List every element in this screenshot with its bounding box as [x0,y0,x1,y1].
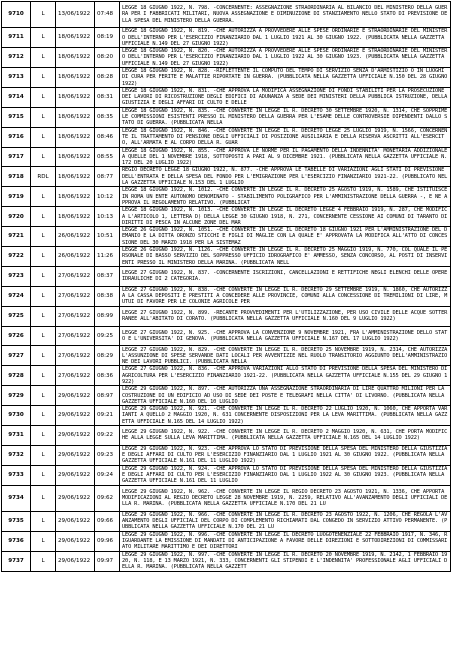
act-type-cell: L [31,286,56,306]
record-number-cell: 9727 [2,346,31,366]
record-number-cell: 9737 [2,551,31,571]
act-description-cell: LEGGE 29 GIUGNO 1922, N. 996. -CHE CONVERTE IN LEGGE IL DECRETO LUOGOTENENZIALE 22 FEBBRAIO 1917, N. 346, RIGUARDANTE LA EMISSIONE DI MANDATI DI ANTICIPAZIONE A FAVORE DELLE DIREZIONI E SOTTODIREZIONI DI COMMISSARIATO MILITARE MARITTIMO E DEI DIRETTORI [120,531,451,551]
record-number-cell: 9710 [2,2,31,28]
table-row [2,87,451,107]
act-description-cell: LEGGE 18 GIUGNO 1922, N. 835. -CHE CONVERTE IN LEGGE IL R. DECRETO 30 SETTEMBRE 1920, N. 1314, CHE SOPPRIME LE COMMISSIONI ESISTENTI PRESSO IL MINISTERO DELLA GUERRA PER L'ESAME DELLE CONTROVERSIE DIPENDENTI DALLO STATO DI GUERRA. (PUBBLICATA NELLA [120,107,451,127]
act-code-cell: 07:48 [95,2,120,28]
act-description-cell: REGIO DECRETO LEGGE 18 GIUGNO 1922, N. 877. -CHE APPROVA LE TABELLE DI VARIAZIONI AGLI STATI DI PREVISIONE DELL'ENTRATA E DELLA SPESA DEL FONDO PER L'EMIGRAZIONE PER L'ESERCIZIO FINANZIARIO 1921-22. (PUBBLICATO NELLA GAZZETTA UFFICIALE N.153 DEL 1 LUGLIO [120,167,451,187]
act-description-cell: LEGGE 29 GIUGNO 1922, N. 924. -CHE APPROVA LO STATO DI PREVISIONE DELLA SPESA DEL MINISTERO DELLA GIUSTIZIA E DEGLI AFFARI DI CULTO PER L'ESERCIZIO FINANZIARIO DAL 1 LUGLIO 1922 AL 30 GIUGNO 1923. (PUBBLICATA NELLA GAZZETTA UFFICIALE N.161 DEL 11 LUGLIO [120,465,451,485]
act-description-cell: LEGGE 18 GIUGNO 1922, N. 1012. -CHE CONVERTE IN LEGGE IL R. DECRETO 25 AGOSTO 1919, N. 1589, CHE ISTITUISCE IN ROMA UN ENTE AUTONOMO DENOMINATO - STABILIMENTO POLIGRAFICO PER L'AMMINISTRAZIONE DELLA GUERRA -, E NE APPROVA IL REGOLAMENTO RELATIVO. (PUBBLICAT [120,187,451,207]
act-code-cell: 09:25 [95,326,120,346]
act-description-cell: LEGGE 26 GIUGNO 1922, N. 1051. -CHE CONVERTE IN LEGGE IL DECRETO 18 GIUGNO 1921 PER L'AMMINISTRAZIONE DEL DEMANIO E LA DITTA ORONZO STICCHI E FIGLI DI MAGLIE CON LA QUALE E' APPROVATA LA MODIFICA ALL'ATTO DI CONCESSIONE DEL 30 MARZO 1918 PER LA SISTEMAZ [120,227,451,247]
act-code-cell: 08:19 [95,28,120,48]
act-type-cell: L [31,246,56,266]
record-number-cell: 9723 [2,266,31,286]
record-number-cell: 9724 [2,286,31,306]
act-description-cell: LEGGE 29 GIUGNO 1922, N. 897. -CHE AUTORIZZA UNA ASSEGNAZIONE STRAORDINARIA DI LIRE QUATTRO MILIONI PER LA COSTRUZIONE DI UN EDIFICIO AD USO DI SEDE DEI POSTE E TELEGRAFI NELLA CITTA' DI LIVORNO. (PUBBLICATA NELLA GAZZETTA UFFICIALE N.160 DEL 10 LUGLIO [120,386,451,406]
act-description-cell: LEGGE 27 GIUGNO 1922, N. 838. -CHE CONVERTE IN LEGGE IL R. DECRETO 29 SETTEMBRE 1919, N. 1860, CHE AUTORIZZA LA CASSA DEPOSITI E PRESTITI A CONCEDERE ALLE PROVINCIE, COMUNI ALLA CONCESSIONE DI TREMILIONI DI LIRE, MUTUI DI FAVORE PER LE COLONIE AGRICOLE PER [120,286,451,306]
act-code-cell: 09:62 [95,485,120,511]
record-number-cell: 9725 [2,306,31,326]
act-description-cell: LEGGE 29 GIUGNO 1922, N. 922. -CHE CONVERTE IN LEGGE IL R. DECRETO 2 MAGGIO 1920, N. 631, CHE PORTA MODIFICHE ALLA LEGGE SULLA LEVA MARITTIMA. (PUBBLICATA NELLA GAZZETTA UFFICIALE N.165 DEL 14 LUGLIO 1922) [120,426,451,446]
act-code-cell: 09:66 [95,511,120,531]
act-description-cell: LEGGE 18 GIUGNO 1922, N. 820. -CHE AUTORIZZA A PROVVEDERE ALLE SPESE ORDINARIE E STRAORDINARIE DEL MINISTERO DELL'INTERNO PER L'ESERCIZIO FINANZIARIO DAL 1 LUGLIO 1922 AL 30 GIUGNO 1923. (PUBBLICATA NELLA GAZZETTA UFFICIALE N.149 DEL 27 GIUGNO 1922) [120,48,451,68]
table-row [2,48,451,68]
act-code-cell: 09:96 [95,531,120,551]
act-type-cell: L [31,426,56,446]
table-row [2,147,451,167]
act-date-cell: 18/06/1922 [56,48,95,68]
act-date-cell: 29/06/1922 [56,551,95,571]
act-date-cell: 18/06/1922 [56,87,95,107]
table-row [2,167,451,187]
act-code-cell: 08:99 [95,306,120,326]
act-code-cell: 09:24 [95,465,120,485]
act-code-cell: 08:38 [95,286,120,306]
act-type-cell: L [31,87,56,107]
record-number-cell: 9715 [2,107,31,127]
act-date-cell: 27/06/1922 [56,306,95,326]
act-date-cell: 18/06/1922 [56,28,95,48]
act-date-cell: 29/06/1922 [56,465,95,485]
table-row [2,127,451,147]
act-description-cell: LEGGE 18 GIUGNO 1922, N. 819. -CHE AUTORIZZA A PROVVEDERE ALLE SPESE ORDINARIE E STRAORDINARIE DEL MINISTERO DELL'INTERNO PER L'ESERCIZIO FINANZIARIO DAL 1 LUGLIO 1921 AL 30 GIUGNO 1922. (PUBBLICATA NELLA GAZZETTA UFFICIALE N.149 DEL 27 GIUGNO 1922) [120,28,451,48]
act-type-cell: L [31,366,56,386]
act-date-cell: 26/06/1922 [56,246,95,266]
act-description-cell: LEGGE 27 GIUGNO 1922, N. 837. -CONCERNENTE ISCRIZIONI, CANCELLAZIONI E RETTIFICHE NEGLI ELENCHI DELLE OPERE IDRAULICHE DI 2 CATEGORIA. [120,266,451,286]
table-row [2,227,451,247]
act-date-cell: 18/06/1922 [56,127,95,147]
record-number-cell: 9721 [2,227,31,247]
act-code-cell: 08:36 [95,366,120,386]
act-date-cell: 29/06/1922 [56,406,95,426]
act-code-cell: 08:28 [95,67,120,87]
act-description-cell: LEGGE 18 GIUGNO 1922, N. 846. -CHE CONVERTE IN LEGGE IL R. DECRETO LEGGE 25 LUGLIO 1919, N. 1566, CONCERNENTE IL TRATTAMENTO DI PENSIONE DEGLI UFFICIALI DI POSIZIONE AUSILIARIA E DELLA RISERVA ASCRITTI ALL'ESERCITO, ALL'ARMATA E AL CORPO DELLA R. GUAR [120,127,451,147]
record-number-cell: 9731 [2,426,31,446]
act-description-cell: LEGGE 18 GIUGNO 1922, N. 831. -CHE APPROVA LA MODIFICA ASSEGNAZIONE DI FONDI STABILITI PER LA PROSECUZIONE DEI LAVORI DI RICOSTRUZIONE DEGLI EDIFICI DI ADUNANZA A SEDE DEI MINISTERI DELLA PUBBLICA ISTRUZIONE, DELLA GIUSTIZIA E DEGLI AFFARI DI CULTO E DELLE [120,87,451,107]
act-code-cell: 08:46 [95,127,120,147]
act-date-cell: 29/06/1922 [56,511,95,531]
table-row [2,406,451,426]
record-number-cell: 9726 [2,326,31,346]
act-type-cell: L [31,511,56,531]
act-code-cell: 09:22 [95,426,120,446]
act-description-cell: LEGGE 27 GIUGNO 1922, N. 836. -CHE APPROVA VARIAZIONI ALLO STATO DI PREVISIONE DELLA SPESA DEL MINISTERO DI AGRICOLTURA PER L'ESERCIZIO FINANZIARIO 1921-22. (PUBBLICATA NELLA GAZZETTA UFFICIALE N.155 DEL 29 GIUGNO 1922) [120,366,451,386]
record-number-cell: 9716 [2,127,31,147]
record-number-cell: 9722 [2,246,31,266]
act-date-cell: 29/06/1922 [56,531,95,551]
table-row [2,286,451,306]
act-date-cell: 18/06/1922 [56,147,95,167]
act-code-cell: 09:21 [95,406,120,426]
table-row [2,366,451,386]
act-type-cell: L [31,107,56,127]
table-body [2,2,451,572]
act-type-cell: L [31,531,56,551]
act-date-cell: 27/06/1922 [56,286,95,306]
table-row [2,28,451,48]
record-number-cell: 9720 [2,207,31,227]
act-type-cell: L [31,2,56,28]
table-row [2,207,451,227]
table-row [2,346,451,366]
record-number-cell: 9735 [2,511,31,531]
act-description-cell: LEGGE 29 GIUGNO 1922, N. 921. -CHE CONVERTE IN LEGGE IL R. DECRETO 22 LUGLIO 1920, N. 1060, CHE APPORTA VARIANTI A QUELLO 2 MAGGIO 1920, N. 631 CONCERNENTE DISPOSIZIONI PER LA LEVA MARITTIMA. (PUBBLICATA NELLA GAZZETTA UFFICIALE N.165 DEL 14 LUGLIO 1922) [120,406,451,426]
act-description-cell: LEGGE 26 GIUGNO 1922, N. 1126. -CHE CONVERTE IN LEGGE IL R. DECRETO 25 MAGGIO 1919, N. 770, COL QUALE IL PERSONALE DI BASSO SERVIZIO DEL SOPPRESSO UFFICIO IDROGRAFICO E' AMMESSO, SENZA CONCORSO, AL POSTI DI INSERVIENTI PRESSO IL MINISTERO DELLA MARINA. (PUBBLICATA NELL [120,246,451,266]
act-description-cell: LEGGE 27 GIUGNO 1922, N. 899. -RECANTE PROVVEDIMENTI PER L'UTILIZZAZIONE, PER USO CIVILE DELLE ACQUE SOTTERRANEE ALL'ABITATO DI CORATO. (PUBBLICATA NELLA GAZZETTA UFFICIALE N.160 DEL 9 LUGLIO 1922) [120,306,451,326]
act-type-cell: L [31,445,56,465]
act-type-cell: L [31,227,56,247]
table-row [2,266,451,286]
table-row [2,426,451,446]
record-number-cell: 9736 [2,531,31,551]
act-description-cell: LEGGE 18 GIUGNO 1922, N. 855. -CHE APPROVA LE NORME PER IL PAGAMENTO DELLA INDENNITA' MONETARIA ADDIZIONALE A QUELLE DEL 1 NOVEMBRE 1918, SOTTOPOSTI A PARI AL 9 DICEMBRE 1921. (PUBBLICATA NELLA GAZZETTA UFFICIALE N.172 DEL 20 LUGLIO 1922) [120,147,451,167]
act-type-cell: L [31,346,56,366]
act-type-cell: L [31,266,56,286]
act-code-cell: 08:97 [95,386,120,406]
act-type-cell: L [31,406,56,426]
record-number-cell: 9732 [2,445,31,465]
act-code-cell: 10:13 [95,207,120,227]
record-number-cell: 9712 [2,48,31,68]
table-row [2,2,451,28]
decree-register-table [1,1,451,644]
act-date-cell: 29/06/1922 [56,426,95,446]
record-number-cell: 9717 [2,147,31,167]
act-type-cell: L [31,326,56,346]
act-date-cell: 13/06/1922 [56,2,95,28]
act-date-cell: 18/06/1922 [56,167,95,187]
act-description-cell: LEGGE 29 GIUGNO 1922, N. 966. -CHE CONVERTE IN LEGGE IL R. DECRETO 23 AGOSTO 1922, N. 1206, CHE REGOLA L'AVANZAMENTO DEGLI UFFICIALI DEL CORPO DI COMPLEMENTO RICHIAMATI DAL CONGEDO IN SERVIZIO ATTIVO PERMANENTE. (PUBBLICATA NELLA GAZZETTA UFFICIALE N.170 DEL 21 LU [120,511,451,531]
record-number-cell: 9711 [2,28,31,48]
act-code-cell: 11:26 [95,246,120,266]
act-code-cell: 09:97 [95,551,120,571]
table-row [2,465,451,485]
act-date-cell: 27/06/1922 [56,326,95,346]
act-type-cell: L [31,127,56,147]
act-description-cell: LEGGE 18 GIUGNO 1922, N. 828. -RIFLETTENTE IL COMPUTO DEL TEMPO DI SERVIZIO SENZA D'ARMISTIZIO O IN LUOGHI DI CURA PER FERITE E MALATTIE RIPORTATE IN GUERRA. (PUBBLICATA NELLA GAZZETTA UFFICIALE N.150 DEL 28 GIUGNO 1922) [120,67,451,87]
act-type-cell: L [31,465,56,485]
act-description-cell: LEGGE 18 GIUGNO 1922, N. 1013. -CHE CONVERTE IN LEGGE IL DECRETO LEGGE 4 FEBBRAIO 1919, N. 287, CHE MODIFICA L'ARTICOLO 1, LETTERA D) DELLA LEGGE 30 GIUGNO 1918, N. 271, CONCERNENTE CESSIONE AI COMUNI DI TARANTO DI DIRITTI DI PESCA IN ALCUNE ZONE DEL MAR [120,207,451,227]
table-row [2,187,451,207]
act-date-cell: 29/06/1922 [56,386,95,406]
act-type-cell: L [31,551,56,571]
act-date-cell: 18/06/1922 [56,187,95,207]
act-type-cell: L [31,306,56,326]
act-type-cell: L [31,187,56,207]
act-type-cell: L [31,147,56,167]
act-code-cell: 08:31 [95,87,120,107]
act-code-cell: 10:51 [95,227,120,247]
table-row [2,445,451,465]
act-code-cell: 08:29 [95,346,120,366]
act-date-cell: 29/06/1922 [56,485,95,511]
act-type-cell: L [31,485,56,511]
act-code-cell: 08:35 [95,107,120,127]
act-date-cell: 18/06/1922 [56,107,95,127]
act-type-cell: L [31,48,56,68]
record-number-cell: 9730 [2,406,31,426]
table-row [2,531,451,551]
act-description-cell: LEGGE 27 GIUGNO 1922, N. 829. -CHE CONVERTE IN LEGGE IL R. DECRETO 25 NOVEMBRE 1919, N. 2314, CHE AUTORIZZA L'ASSUNZIONE DI SPESE SERVANDE DATI LOCALI PER AVVENTIZIE NEL RUOLO TRANSITORIO AGGIUNTO DELL'AMMINISTRAZIONE DEI LAVORI PUBBLICI. (PUBBLICATA NELLA [120,346,451,366]
act-description-cell: LEGGE 29 GIUGNO 1922, N. 997. -CHE CONVERTE IN LEGGE IL R. DECRETO 20 NOVEMBRE 1919, N. 2142, 1 FEBBRAIO 1920, N. 118, E 13 MARZO 1921, N. 333, CONCERNENTI GLI STIPENDI E L'INDENNITA' PROFESSIONALE AGLI UFFICIALI DELLA R. MARINA. (PUBBLICATA NELLA GAZZETT [120,551,451,571]
act-date-cell: 27/06/1922 [56,266,95,286]
act-date-cell: 18/06/1922 [56,67,95,87]
act-date-cell: 29/06/1922 [56,445,95,465]
record-number-cell: 9718 [2,167,31,187]
act-description-cell: LEGGE 29 GIUGNO 1922, N. 962. -CHE CONVERTE IN LEGGE IL REGIO DECRETO 23 AGOSTO 1921, N. 1336, CHE APPORTA MODIFICAZIONI AL REGIO DECRETO LEGGE 28 NOVEMBRE 1919, N. 2259, RELATIVO ALL'AVANZAMENTO DEGLI UFFICIALI DELLA R. MARINA. (PUBBLICATA NELLA GAZZETTA UFFICIALE N.170 DEL 21 LU [120,485,451,511]
act-code-cell: 08:20 [95,48,120,68]
act-type-cell: L [31,67,56,87]
act-date-cell: 27/06/1922 [56,346,95,366]
act-description-cell: LEGGE 27 GIUGNO 1922, N. 925. -CHE APPROVA LA CONVENZIONE 9 NOVEMBRE 1921, FRA L'AMMINISTRAZIONE DELLO STATO E L'UNIVERSITA' DI GENOVA. (PUBBLICATA NELLA GAZZETTA UFFICIALE N.167 DEL 17 LUGLIO 1922) [120,326,451,346]
record-number-cell: 9714 [2,87,31,107]
act-code-cell: 08:77 [95,167,120,187]
table-row [2,511,451,531]
act-date-cell: 27/06/1922 [56,366,95,386]
table-row [2,386,451,406]
act-date-cell: 18/06/1922 [56,207,95,227]
table-row [2,551,451,571]
act-description-cell: LEGGE 18 GIUGNO 1922, N. 798. -CONCERNENTE: ASSEGNAZIONE STRAORDINARIA AL BILANCIO DEL MINISTERO DELLA GUERRA PER I FABBRICATI MILITARI, NUOVA ASSEGNAZIONE E DIMINUZIONE DI STANZIAMENTO NELLO STATO DI PREVISIONE DELLA SPESA DEL MINISTERO DELLA GUERRA. [120,2,451,28]
act-type-cell: RDL [31,167,56,187]
act-type-cell: L [31,28,56,48]
table-row [2,67,451,87]
act-type-cell: L [31,207,56,227]
record-number-cell: 9728 [2,366,31,386]
record-number-cell: 9713 [2,67,31,87]
table-row [2,326,451,346]
act-code-cell: 09:23 [95,445,120,465]
act-code-cell: 08:55 [95,147,120,167]
record-number-cell: 9734 [2,485,31,511]
record-number-cell: 9719 [2,187,31,207]
act-description-cell: LEGGE 29 GIUGNO 1922, N. 923. -CHE APPROVA LO STATO DI PREVISIONE DELLA SPESA DEL MINISTERO DELLA GIUSTIZIA E DEGLI AFFARI DI CULTO PER L'ESERCIZIO FINANZIARIO DAL 1 LUGLIO 1921 AL 30 GIUGNO 1922. (PUBBLICATA NELLA GAZZETTA UFFICIALE N.161 DEL 11 LUGLIO 1922) [120,445,451,465]
table-row [2,107,451,127]
table-row [2,485,451,511]
act-type-cell: L [31,386,56,406]
act-date-cell: 26/06/1922 [56,227,95,247]
act-code-cell: 08:37 [95,266,120,286]
table-row [2,306,451,326]
record-number-cell: 9733 [2,465,31,485]
table-row [2,246,451,266]
act-code-cell: 10:12 [95,187,120,207]
record-number-cell: 9729 [2,386,31,406]
